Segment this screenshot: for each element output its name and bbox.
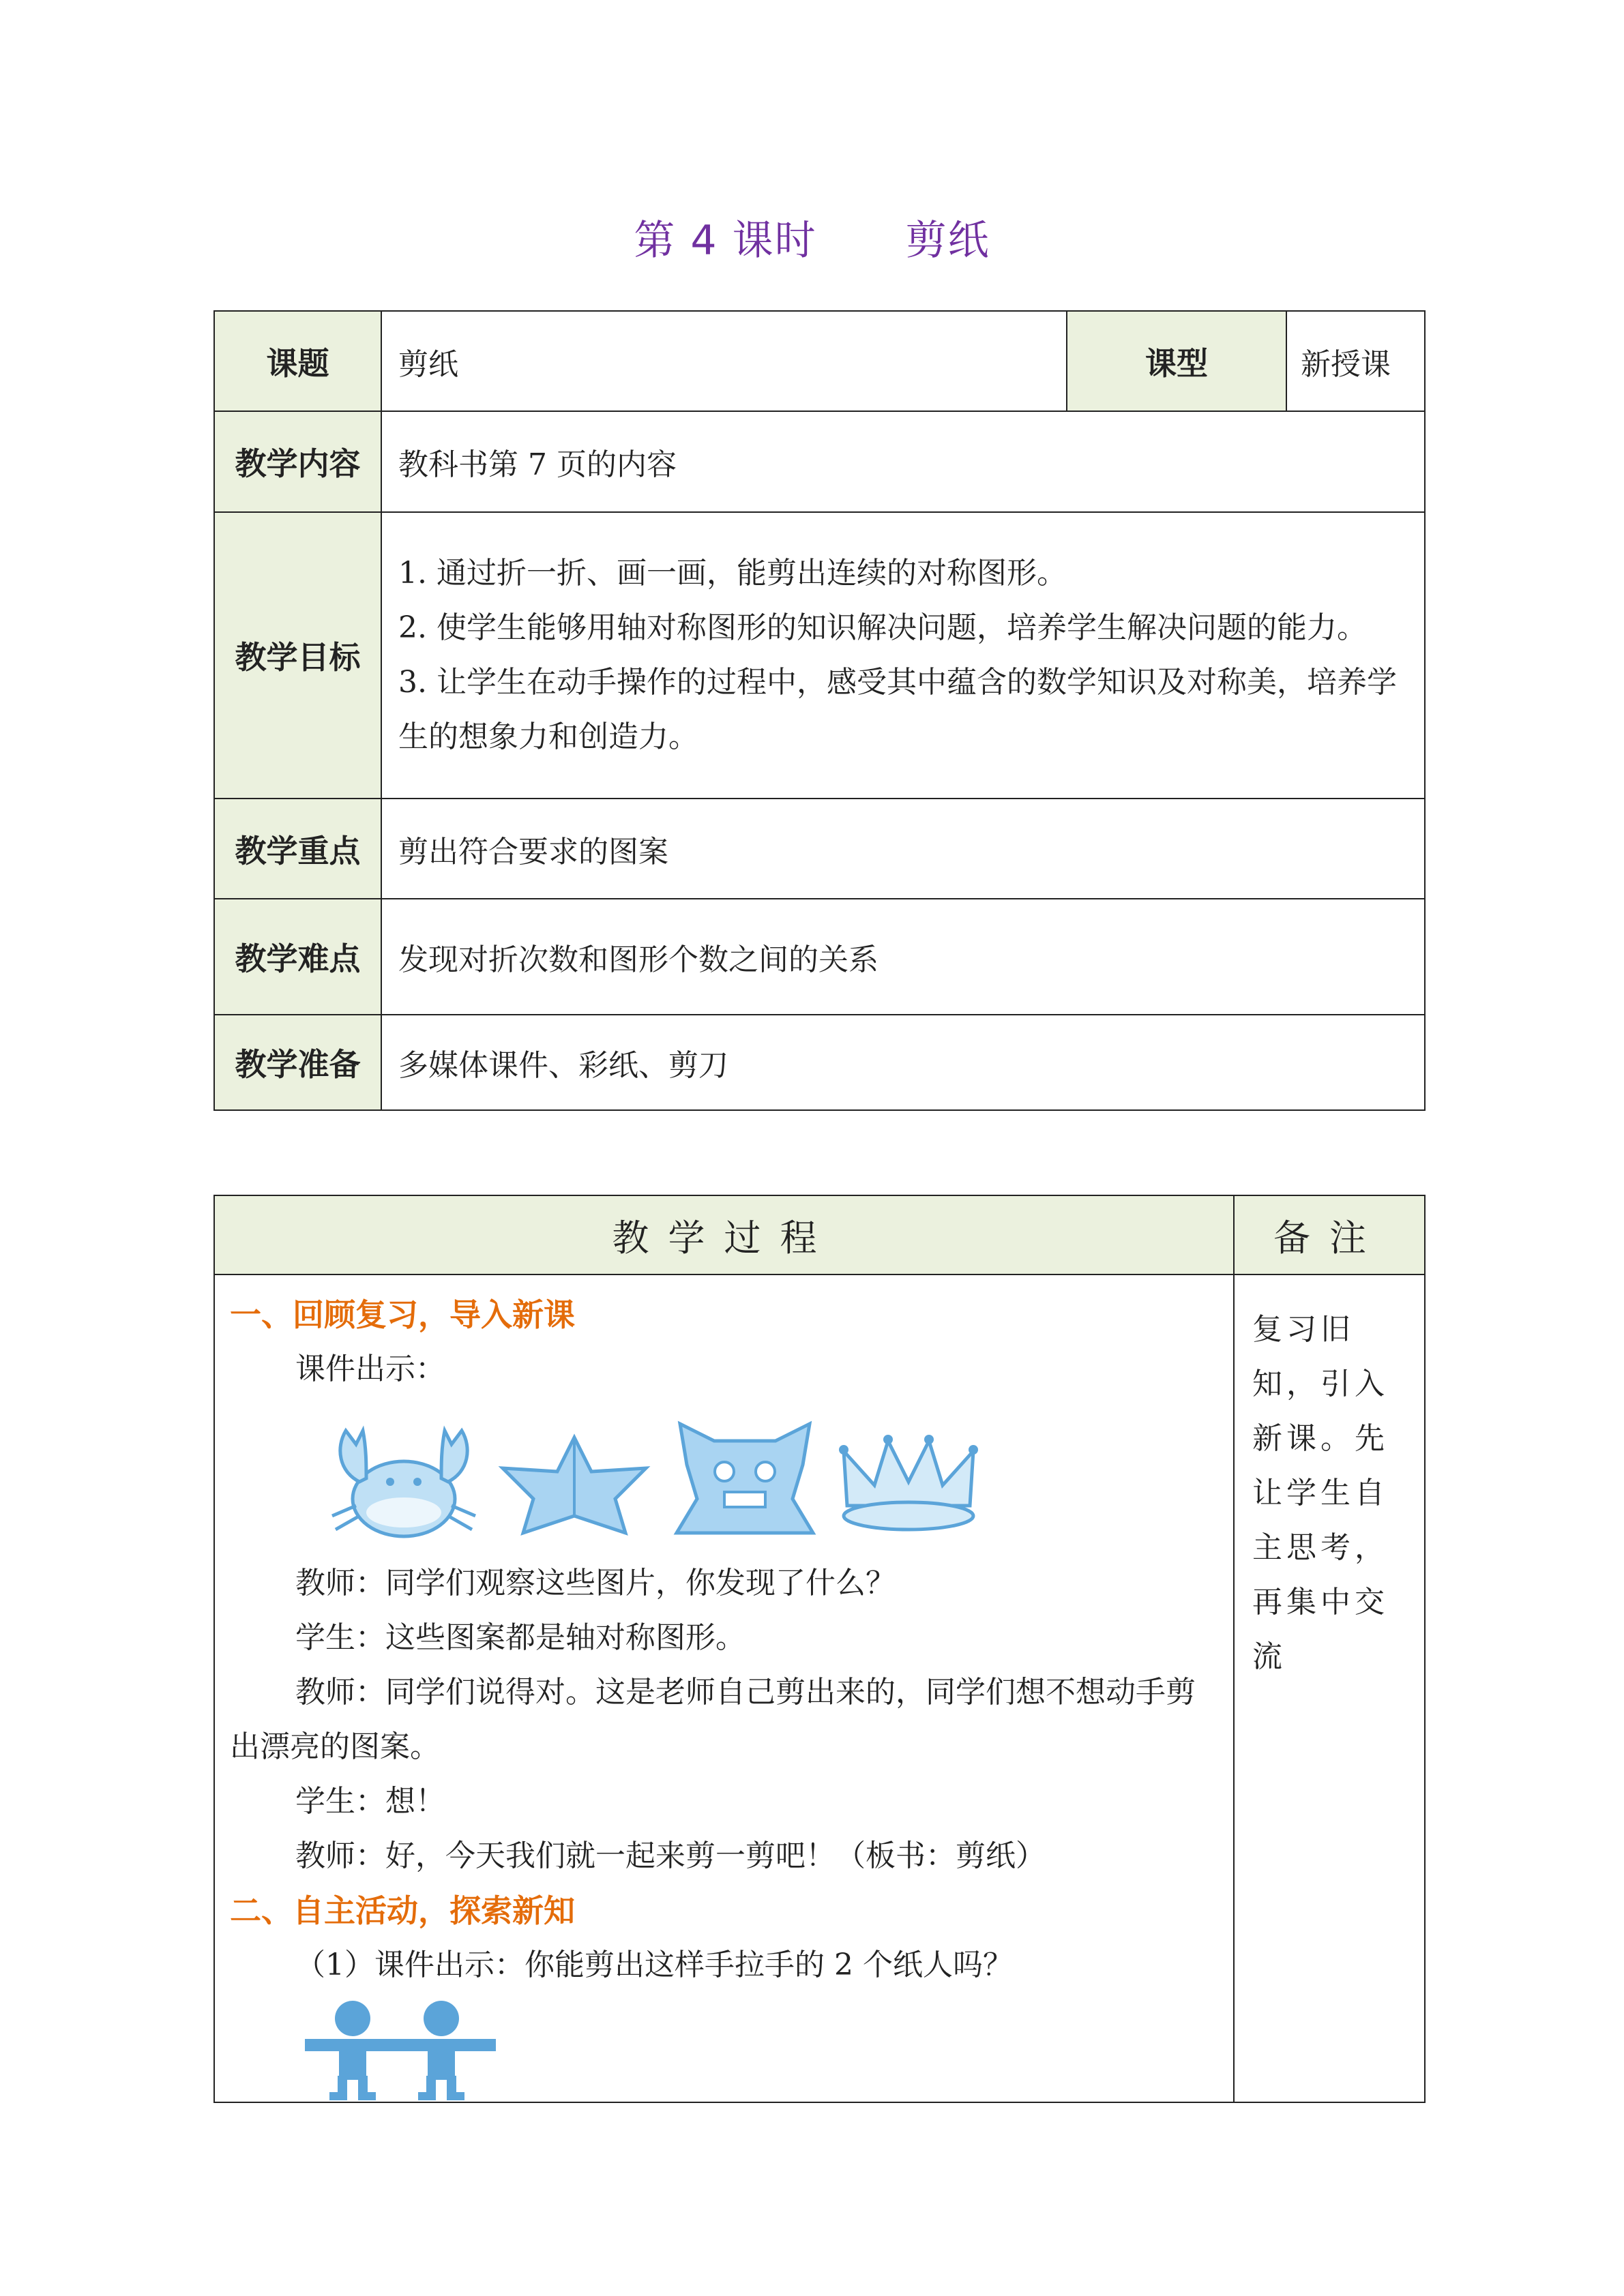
monster-icon [666, 1417, 823, 1540]
paper-people-icon [305, 1999, 496, 2102]
goals-cell [381, 512, 1425, 799]
key-value: 剪出符合要求的图案 [381, 799, 1425, 899]
dialog-1: 教师：同学们观察这些图片，你发现了什么？ [295, 1566, 896, 1600]
section-explore: 二、自主活动，探索新知 [230, 1892, 575, 1929]
lesson-info-table [213, 310, 1426, 1111]
task-1: （1）课件出示：你能剪出这样手拉手的 2 个纸人吗？ [295, 1948, 1013, 1982]
difficulty-value: 发现对折次数和图形个数之间的关系 [381, 899, 1425, 1015]
dialog-5: 教师：好，今天我们就一起来剪一剪吧！（板书：剪纸） [295, 1838, 1046, 1873]
type-label: 课型 [1067, 311, 1286, 411]
dialog-4: 学生：想！ [295, 1784, 445, 1819]
dialog-2: 学生：这些图案都是轴对称图形。 [295, 1620, 745, 1655]
lesson-topic: 剪纸 [905, 217, 990, 265]
type-value: 新授课 [1286, 311, 1425, 411]
process-content [214, 1274, 1234, 2102]
prep-value: 多媒体课件、彩纸、剪刀 [381, 1015, 1425, 1110]
goal-2: 2. 使学生能够用轴对称图形的知识解决问题，培养学生解决问题的能力。 [398, 610, 1367, 645]
lesson-number: 第 4 课时 [634, 217, 817, 265]
key-label: 教学重点 [214, 799, 381, 899]
goal-3: 3. 让学生在动手操作的过程中，感受其中蕴含的数学知识及对称美，培养学生的想象力和创造力。 [398, 665, 1397, 754]
content-value: 教科书第 7 页的内容 [381, 411, 1425, 512]
remarks-header: 备注 [1234, 1195, 1425, 1274]
goal-1: 1. 通过折一折、画一画，能剪出连续的对称图形。 [398, 556, 1067, 591]
process-header: 教学过程 [214, 1195, 1234, 1274]
difficulty-label: 教学难点 [214, 899, 381, 1015]
prep-label: 教学准备 [214, 1015, 381, 1110]
page-title [0, 208, 1624, 267]
leaf-icon [496, 1431, 653, 1540]
goals-label: 教学目标 [214, 512, 381, 799]
topic-label: 课题 [214, 311, 381, 411]
section-review: 一、回顾复习，导入新课 [230, 1296, 575, 1333]
topic-value: 剪纸 [381, 311, 1067, 411]
dialog-3: 教师：同学们说得对。这是老师自己剪出来的，同学们想不想动手剪出漂亮的图案。 [230, 1675, 1196, 1764]
crab-icon [325, 1417, 482, 1540]
courseware-label: 课件出示： [295, 1352, 445, 1386]
content-label: 教学内容 [214, 411, 381, 512]
remarks-content: 复习旧知，引入新课。先让学生自主思考，再集中交流 [1234, 1274, 1425, 2102]
teaching-process-table [213, 1195, 1426, 2103]
crown-icon [837, 1431, 980, 1540]
symmetric-images [325, 1403, 1220, 1540]
